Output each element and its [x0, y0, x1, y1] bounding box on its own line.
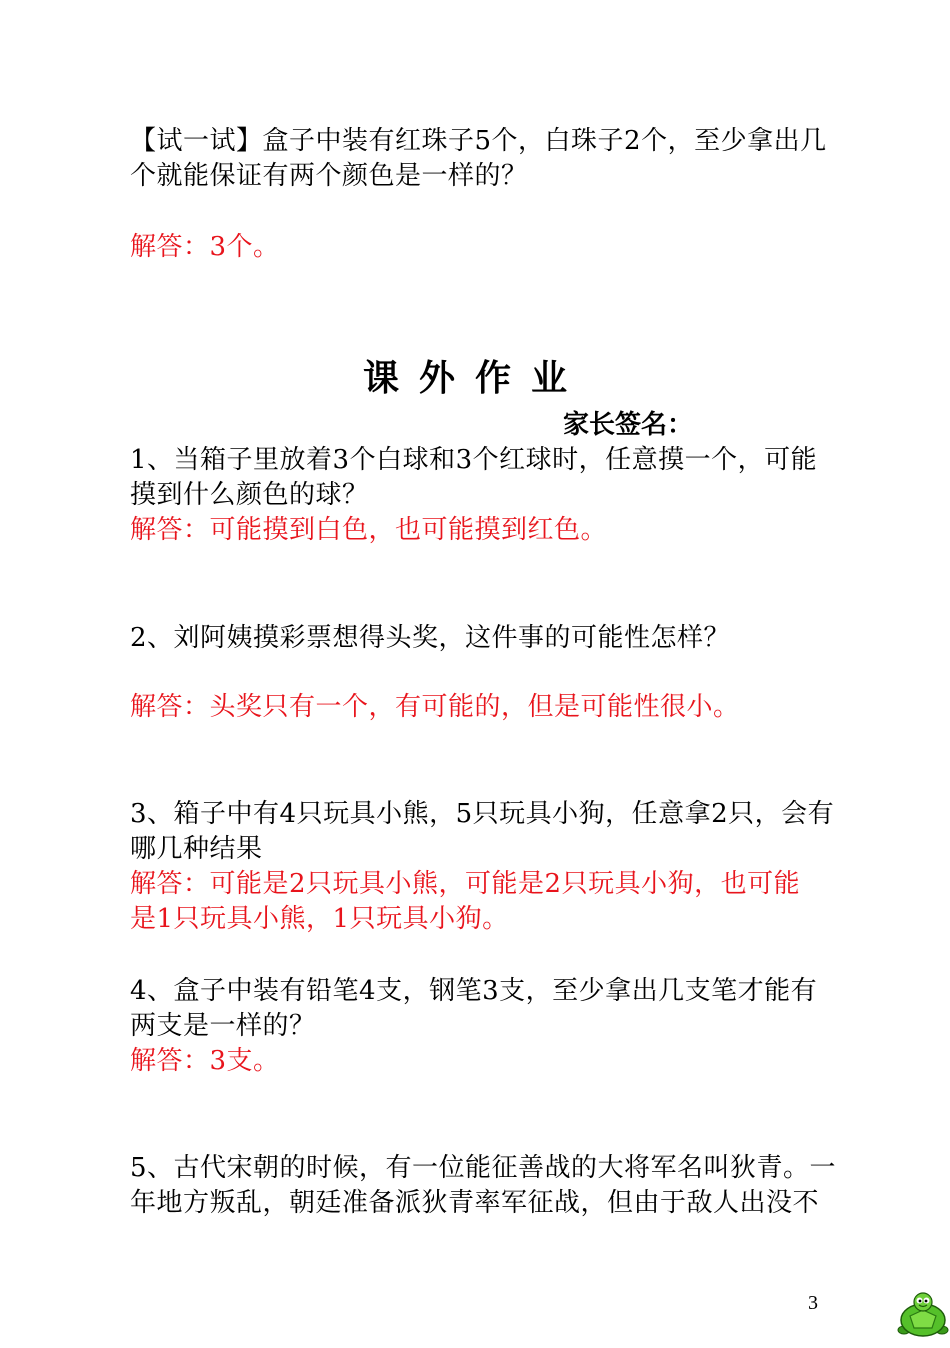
q1-line-2: 摸到什么颜色的球？: [130, 480, 369, 510]
q1-line-1: 1、当箱子里放着3个白球和3个红球时，任意摸一个，可能: [130, 445, 818, 475]
trial-question-line-2: 个就能保证有两个颜色是一样的？: [130, 161, 528, 191]
trial-question-line-1: 【试一试】盒子中装有红珠子5个，白珠子2个，至少拿出几: [130, 126, 827, 156]
q2-line-1: 2、刘阿姨摸彩票想得头奖，这件事的可能性怎样？: [130, 623, 731, 653]
q1-answer: 解答：可能摸到白色，也可能摸到红色。: [130, 515, 608, 545]
turtle-icon: [896, 1290, 950, 1344]
page-number: 3: [808, 1292, 818, 1314]
q4-line-2: 两支是一样的？: [130, 1011, 316, 1041]
q3-answer-line-1: 解答：可能是2只玩具小熊，可能是2只玩具小狗，也可能: [130, 869, 801, 899]
q3-line-1: 3、箱子中有4只玩具小熊，5只玩具小狗，任意拿2只，会有: [130, 799, 835, 829]
q5-line-1: 5、古代宋朝的时候，有一位能征善战的大将军名叫狄青。一: [130, 1153, 837, 1183]
homework-title: 课外作业: [362, 358, 587, 399]
q4-line-1: 4、盒子中装有铅笔4支，钢笔3支，至少拿出几支笔才能有: [130, 976, 818, 1006]
q2-answer: 解答：头奖只有一个，有可能的，但是可能性很小。: [130, 692, 740, 722]
q5-line-2: 年地方叛乱，朝廷准备派狄青率军征战，但由于敌人出没不: [130, 1188, 820, 1218]
trial-answer: 解答：3个。: [130, 232, 280, 262]
parent-signature-label: 家长签名：: [563, 410, 694, 440]
q3-answer-line-2: 是1只玩具小熊，1只玩具小狗。: [130, 904, 509, 934]
q4-answer: 解答：3支。: [130, 1046, 280, 1076]
q3-line-2: 哪几种结果: [130, 834, 263, 864]
